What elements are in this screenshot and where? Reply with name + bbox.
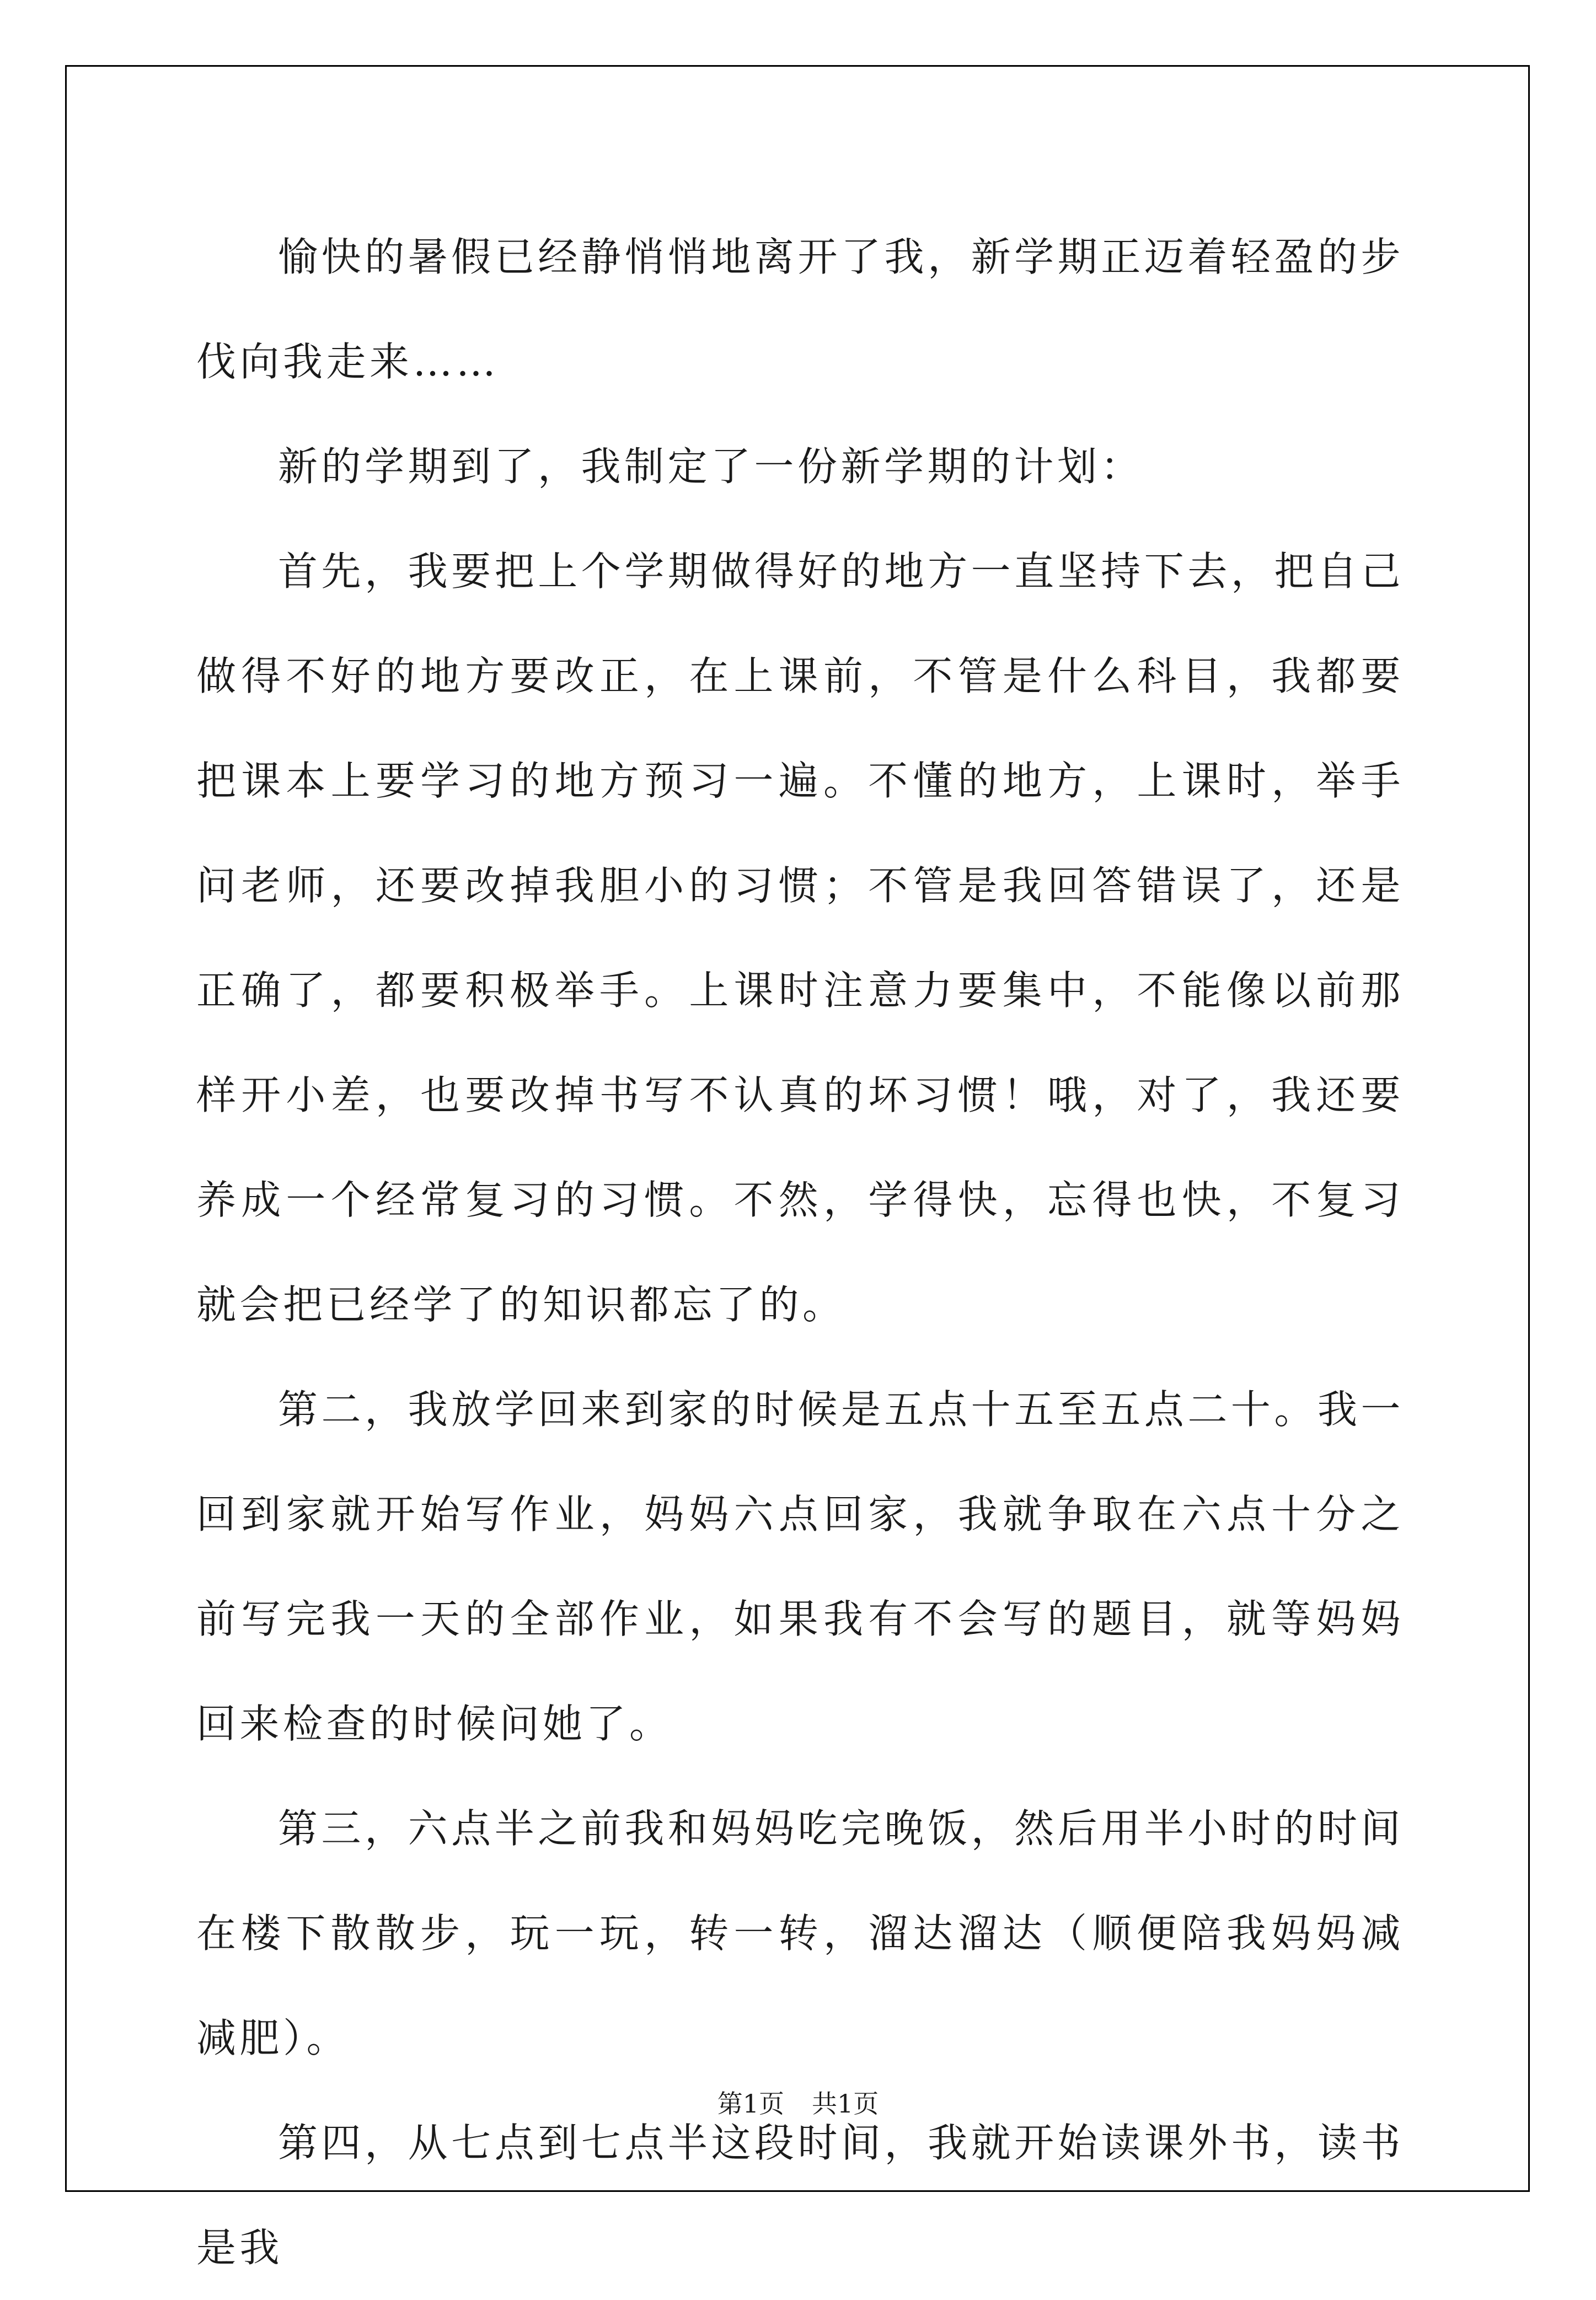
paragraph-third: 第三，六点半之前我和妈妈吃完晚饭，然后用半小时的时间在楼下散散步，玩一玩，转一转，溜达溜达（顺便陪我妈妈减减肥）。 <box>196 1805 1404 2061</box>
document-body <box>196 205 1404 2300</box>
paragraph-second: 第二，我放学回来到家的时候是五点十五至五点二十。我一回到家就开始写作业，妈妈六点回家，我就争取在六点十分之前写完我一天的全部作业，如果我有不会写的题目，就等妈妈回来检查的时候问她了。 <box>196 1386 1404 1747</box>
paragraph-intro: 愉快的暑假已经静悄悄地离开了我，新学期正迈着轻盈的步伐向我走来…… <box>196 234 1404 385</box>
page-number: 第1页 <box>717 2089 784 2119</box>
page-footer <box>0 2087 1596 2120</box>
paragraph-plan-heading: 新的学期到了，我制定了一份新学期的计划： <box>278 443 1144 490</box>
page-total: 共1页 <box>812 2089 879 2119</box>
paragraph-fourth: 第四，从七点到七点半这段时间，我就开始读课外书，读书是我 <box>196 2120 1404 2271</box>
paragraph-first: 首先，我要把上个学期做得好的地方一直坚持下去，把自己做得不好的地方要改正，在上课前，不管是什么科目，我都要把课本上要学习的地方预习一遍。不懂的地方，上课时，举手问老师，还要改掉我胆小的习惯；不管是我回答错误了，还是正确了，都要积极举手。上课时注意力要集中，不能像以前那样开小差，也要改掉书写不认真的坏习惯！哦，对了，我还要养成一个经常复习的习惯。不然，学得快，忘得也快，不复习就会把已经学了的知识都忘了的。 <box>196 548 1404 1328</box>
